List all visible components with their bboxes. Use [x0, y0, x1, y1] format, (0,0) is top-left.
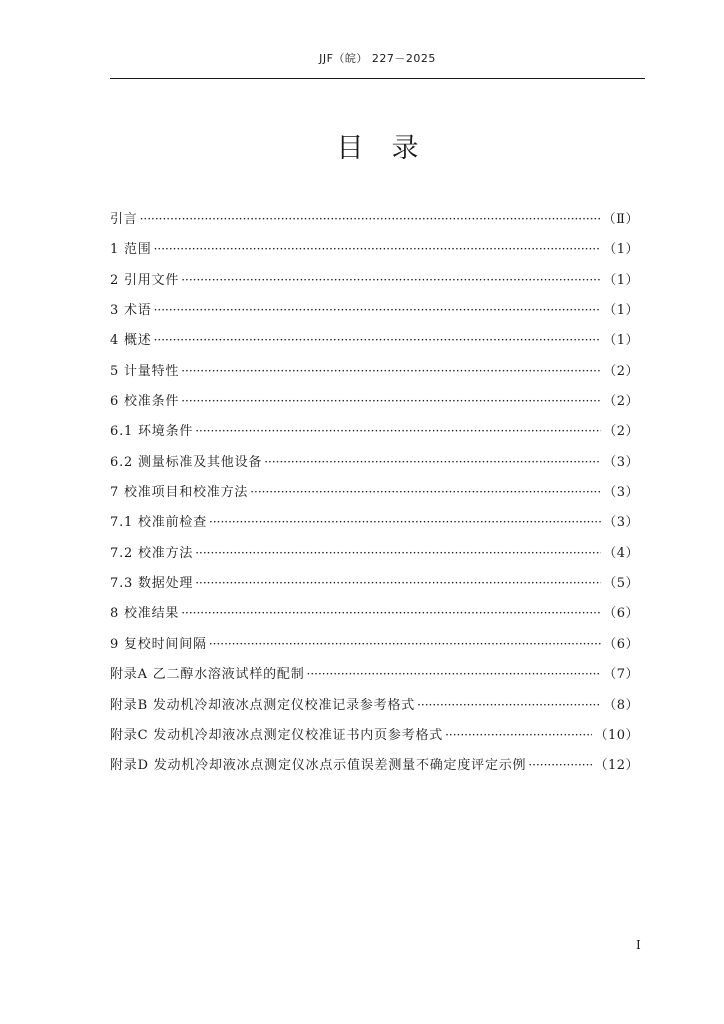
toc-entry-7-1[interactable]	[110, 511, 639, 541]
toc-entry-label: 2 引用文件	[110, 272, 180, 288]
toc-entry-5[interactable]	[110, 360, 639, 390]
toc-entry-appendix-c[interactable]	[110, 724, 639, 754]
toc-entry-appendix-d[interactable]	[110, 754, 639, 784]
toc-entry-page: （Ⅱ）	[602, 212, 639, 227]
toc-dot-leader	[181, 273, 601, 287]
toc-dot-leader	[181, 606, 601, 620]
toc-dot-leader	[209, 515, 601, 529]
toc-entry-appendix-a[interactable]	[110, 663, 639, 693]
toc-entry-page: （2）	[603, 363, 639, 379]
toc-dot-leader	[250, 485, 601, 499]
toc-dot-leader	[417, 698, 601, 712]
toc-entry-page: （6）	[603, 606, 639, 622]
toc-entry-page: （12）	[594, 758, 639, 774]
toc-entry-page: （1）	[603, 272, 639, 288]
page-number: I	[636, 938, 641, 952]
toc-dot-leader	[209, 637, 601, 651]
toc-entry-label: 7.2 校准方法	[110, 545, 194, 561]
toc-entry-label: 附录B 发动机冷却液冰点测定仪校准记录参考格式	[110, 697, 416, 713]
toc-entry-8[interactable]	[110, 602, 639, 632]
toc-entry-label: 7.1 校准前检查	[110, 515, 208, 531]
toc-entry-9[interactable]	[110, 633, 639, 663]
toc-entry-label: 4 概述	[110, 333, 152, 349]
toc-entry-label: 引言	[110, 212, 138, 227]
toc-entry-label: 附录A 乙二醇水溶液试样的配制	[110, 667, 305, 683]
header-rule	[110, 78, 645, 79]
toc-entry-page: （3）	[603, 515, 639, 531]
toc-entry-label: 6.1 环境条件	[110, 424, 194, 440]
toc-dot-leader	[307, 667, 602, 681]
toc-entry-label: 6.2 测量标准及其他设备	[110, 454, 263, 470]
document-header-code: JJF（皖） 227－2025	[319, 52, 436, 65]
toc-entry-appendix-b[interactable]	[110, 694, 639, 724]
toc-entry-label: 附录C 发动机冷却液冰点测定仪校准证书内页参考格式	[110, 727, 444, 743]
table-of-contents	[110, 208, 639, 785]
toc-entry-page: （5）	[603, 576, 639, 592]
toc-entry-page: （4）	[603, 545, 639, 561]
toc-entry-label: 7 校准项目和校准方法	[110, 485, 249, 501]
toc-dot-leader	[154, 242, 602, 256]
toc-entry-page: （10）	[594, 727, 639, 743]
toc-entry-7-2[interactable]	[110, 542, 639, 572]
toc-entry-7-3[interactable]	[110, 572, 639, 602]
toc-entry-6-1[interactable]	[110, 420, 639, 450]
toc-entry-2[interactable]	[110, 269, 639, 299]
toc-entry-page: （2）	[603, 394, 639, 410]
toc-dot-leader	[445, 728, 592, 742]
toc-dot-leader	[181, 364, 601, 378]
toc-entry-label: 7.3 数据处理	[110, 576, 194, 592]
toc-dot-leader	[140, 212, 601, 226]
toc-entry-page: （2）	[603, 424, 639, 440]
toc-dot-leader	[195, 576, 601, 590]
toc-entry-4[interactable]	[110, 329, 639, 359]
toc-entry-introduction[interactable]	[110, 208, 639, 238]
toc-dot-leader	[154, 333, 602, 347]
toc-entry-label: 9 复校时间间隔	[110, 636, 207, 652]
toc-dot-leader	[264, 455, 601, 469]
toc-entry-6-2[interactable]	[110, 451, 639, 481]
toc-entry-page: （7）	[603, 667, 639, 683]
toc-entry-label: 1 范围	[110, 242, 152, 258]
toc-entry-7[interactable]	[110, 481, 639, 511]
toc-dot-leader	[154, 303, 602, 317]
toc-entry-6[interactable]	[110, 390, 639, 420]
toc-entry-page: （3）	[603, 485, 639, 501]
toc-entry-label: 附录D 发动机冷却液冰点测定仪冰点示值误差测量不确定度评定示例	[110, 758, 527, 774]
page-title: 目录	[336, 133, 447, 164]
toc-entry-label: 5 计量特性	[110, 363, 180, 379]
toc-dot-leader	[195, 424, 601, 438]
toc-dot-leader	[181, 394, 601, 408]
toc-entry-label: 3 术语	[110, 303, 152, 319]
toc-entry-page: （3）	[603, 454, 639, 470]
toc-dot-leader	[195, 546, 601, 560]
toc-entry-3[interactable]	[110, 299, 639, 329]
toc-entry-page: （6）	[603, 636, 639, 652]
toc-entry-page: （8）	[603, 697, 639, 713]
toc-entry-1[interactable]	[110, 238, 639, 268]
toc-entry-label: 8 校准结果	[110, 606, 180, 622]
toc-entry-page: （1）	[603, 242, 639, 258]
toc-entry-label: 6 校准条件	[110, 394, 180, 410]
toc-entry-page: （1）	[603, 333, 639, 349]
toc-dot-leader	[528, 758, 592, 772]
toc-entry-page: （1）	[603, 303, 639, 319]
